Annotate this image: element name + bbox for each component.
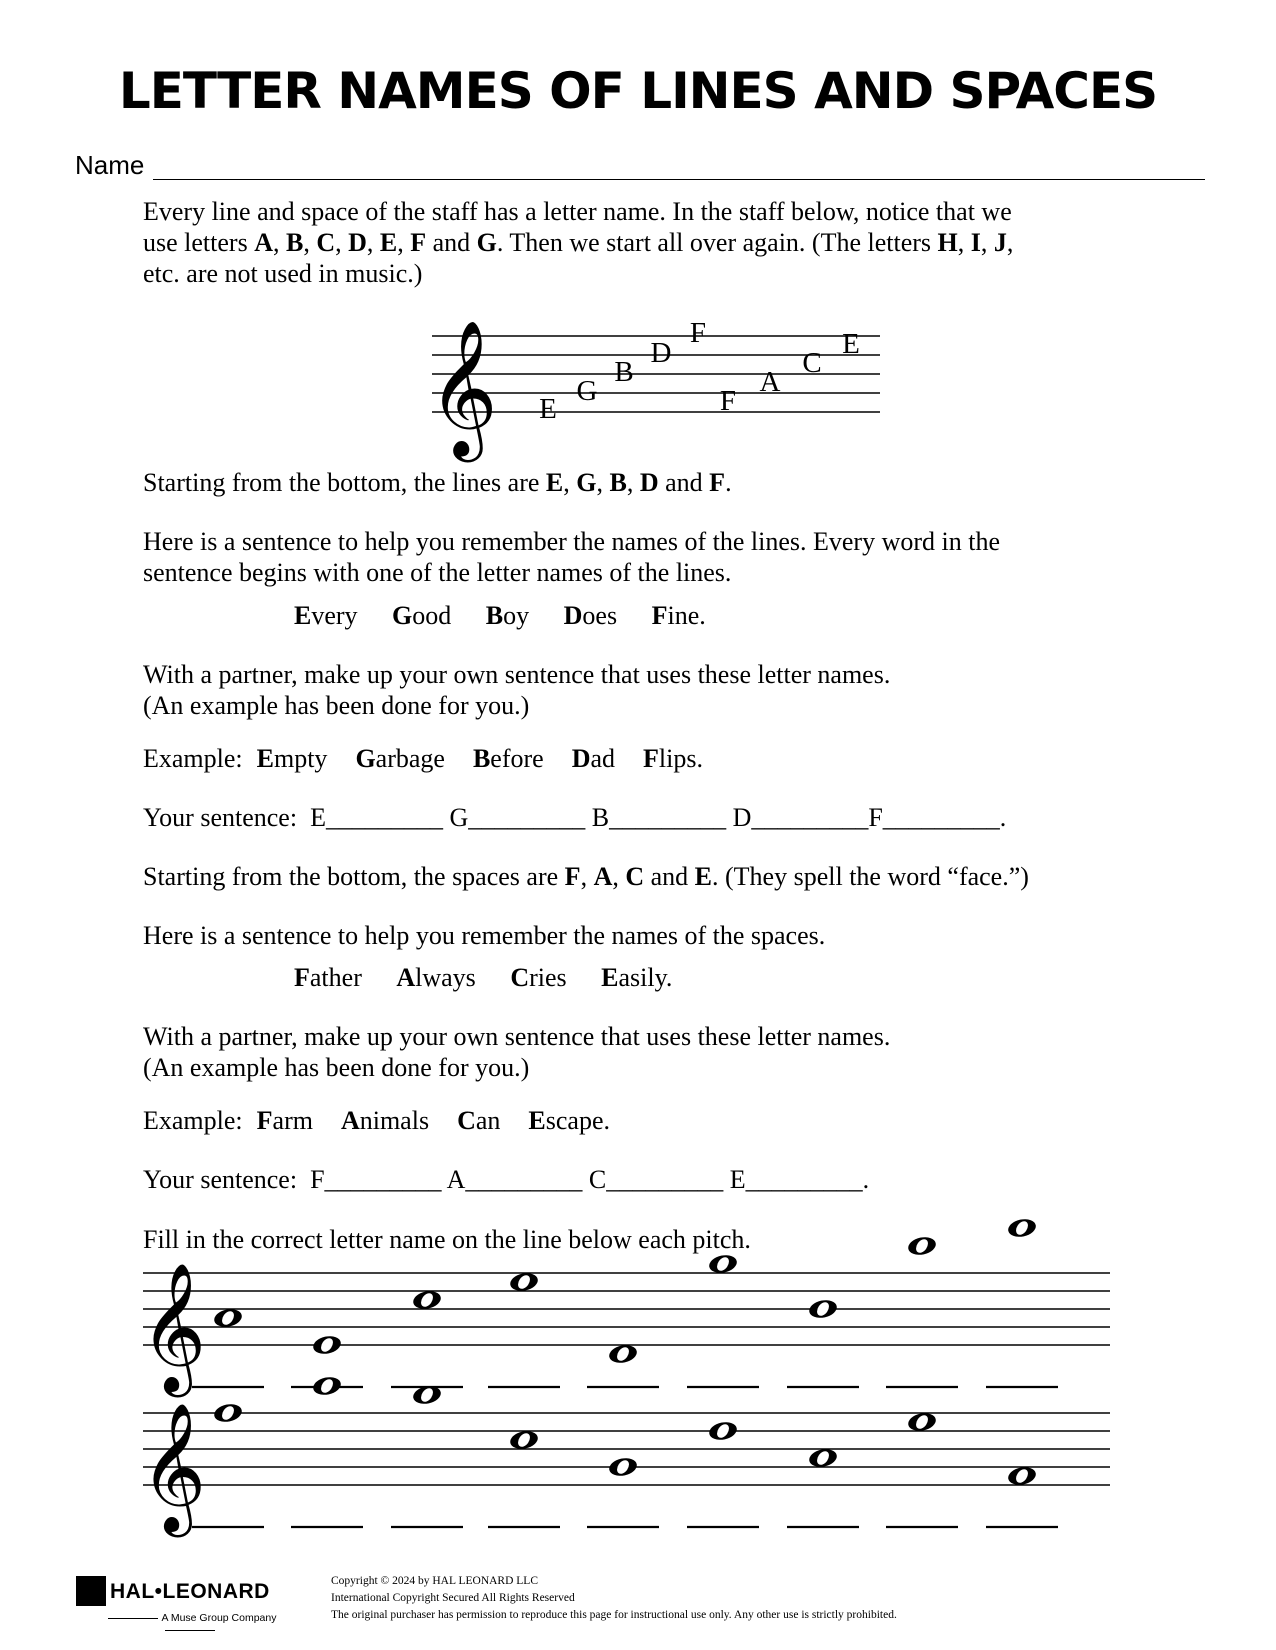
copyright-line: The original purchaser has permission to reproduce this page for instructional use only. Any other use is strictly prohibited.	[331, 1609, 897, 1621]
example-word: Dad	[571, 744, 616, 773]
whole-note	[1007, 1465, 1038, 1487]
example-word: Garbage	[355, 744, 445, 773]
mnemonic-word: Cries	[510, 963, 567, 992]
staff-label: E	[842, 328, 860, 360]
spaces-your-sentence[interactable]: Your sentence: F_________ A_________ C_________ E_________.	[143, 1165, 870, 1194]
mnemonic-word: Father	[294, 963, 362, 992]
mnemonic-word: Easily.	[601, 963, 673, 992]
staff-label: G	[576, 375, 598, 407]
exercise-staff-2	[140, 1375, 1110, 1538]
spaces-help: Here is a sentence to help you remember the names of the spaces.	[143, 921, 826, 950]
whole-note	[907, 1235, 938, 1257]
whole-note	[412, 1289, 443, 1311]
partner-line-2: (An example has been done for you.)	[143, 1053, 530, 1082]
whole-note	[509, 1271, 540, 1293]
mnemonic-word: Boy	[485, 601, 530, 630]
name-label: Name	[75, 150, 145, 180]
whole-note	[312, 1334, 343, 1356]
staff-label: E	[539, 393, 557, 425]
blank-sentence: E_________ G_________ B_________ D_________F_________.	[310, 803, 1007, 832]
copyright-notice	[331, 1573, 897, 1624]
partner-line-2: (An example has been done for you.)	[143, 691, 530, 720]
partner-line-1: With a partner, make up your own sentence that uses these letter names.	[143, 1022, 891, 1051]
whole-note	[808, 1298, 839, 1320]
mnemonic-word: Does	[563, 601, 618, 630]
whole-note	[608, 1456, 639, 1478]
staff-label: B	[614, 356, 634, 388]
whole-note	[509, 1429, 540, 1451]
mnemonic-word: Good	[392, 601, 452, 630]
staff-label: A	[759, 366, 781, 398]
example-word: Empty	[256, 744, 328, 773]
staff-label: F	[689, 317, 707, 349]
exercise-staff-1	[140, 1217, 1110, 1398]
page-title: LETTER NAMES OF LINES AND SPACES	[118, 62, 1158, 120]
lines-sentence: Starting from the bottom, the lines are E, G, B, D and F.	[143, 468, 732, 497]
treble-clef-icon: 𝄞	[140, 1402, 207, 1532]
whole-note	[907, 1411, 938, 1433]
mnemonic-word: Always	[396, 963, 476, 992]
example-word: Flips.	[643, 744, 703, 773]
blank-sentence: F_________ A_________ C_________ E_________.	[310, 1165, 870, 1194]
whole-note	[312, 1375, 343, 1397]
lines-help-2: sentence begins with one of the letter names of the lines.	[143, 558, 732, 587]
spaces-sentence: Starting from the bottom, the spaces are F, A, C and E. (They spell the word “face.”)	[143, 862, 1029, 891]
staff-label: C	[802, 347, 822, 379]
whole-note	[708, 1253, 739, 1275]
staff-label: D	[650, 337, 672, 369]
intro-line-1: Every line and space of the staff has a letter name. In the staff below, notice that we	[143, 197, 1012, 226]
example-word: Animals	[340, 1106, 430, 1135]
hal-leonard-logo	[76, 1576, 312, 1632]
treble-clef-icon: 𝄞	[140, 1262, 207, 1392]
whole-note	[213, 1307, 244, 1329]
copyright-line: Copyright © 2024 by HAL LEONARD LLC	[331, 1575, 538, 1587]
example-word: Before	[472, 744, 544, 773]
intro-line-3: etc. are not used in music.)	[143, 259, 423, 288]
example-word: Can	[457, 1106, 501, 1135]
treble-clef-icon: 𝄞	[428, 318, 498, 456]
example-word: Farm	[256, 1106, 313, 1135]
fill-instruction: Fill in the correct letter name on the line below each pitch.	[143, 1225, 751, 1254]
whole-note	[708, 1420, 739, 1442]
intro-line-2: use letters A, B, C, D, E, F and G. Then we start all over again. (The letters H, I, J,	[143, 228, 1014, 257]
copyright-line: International Copyright Secured All Rights Reserved	[331, 1592, 575, 1604]
mnemonic-word: Every	[294, 601, 358, 630]
mnemonic-word: Fine.	[651, 601, 706, 630]
lines-help-1: Here is a sentence to help you remember the names of the lines. Every word in the	[143, 527, 1000, 556]
whole-note	[808, 1447, 839, 1469]
logo-text: HAL•LEONARD	[110, 1580, 270, 1603]
logo-mark-icon	[76, 1576, 106, 1606]
partner-line-1: With a partner, make up your own sentence that uses these letter names.	[143, 660, 891, 689]
example-word: Escape.	[528, 1106, 610, 1135]
spaces-example: Example: Farm Animals Can Escape.	[143, 1106, 610, 1135]
logo-subtitle: A Muse Group Company	[76, 1612, 304, 1636]
lines-example: Example: Empty Garbage Before Dad Flips.	[143, 744, 703, 773]
whole-note	[213, 1402, 244, 1424]
whole-note	[608, 1343, 639, 1365]
whole-note	[1007, 1217, 1038, 1239]
lines-your-sentence[interactable]: Your sentence: E_________ G_________ B_________ D_________F_________.	[143, 803, 1007, 832]
staff-label: F	[719, 385, 737, 417]
